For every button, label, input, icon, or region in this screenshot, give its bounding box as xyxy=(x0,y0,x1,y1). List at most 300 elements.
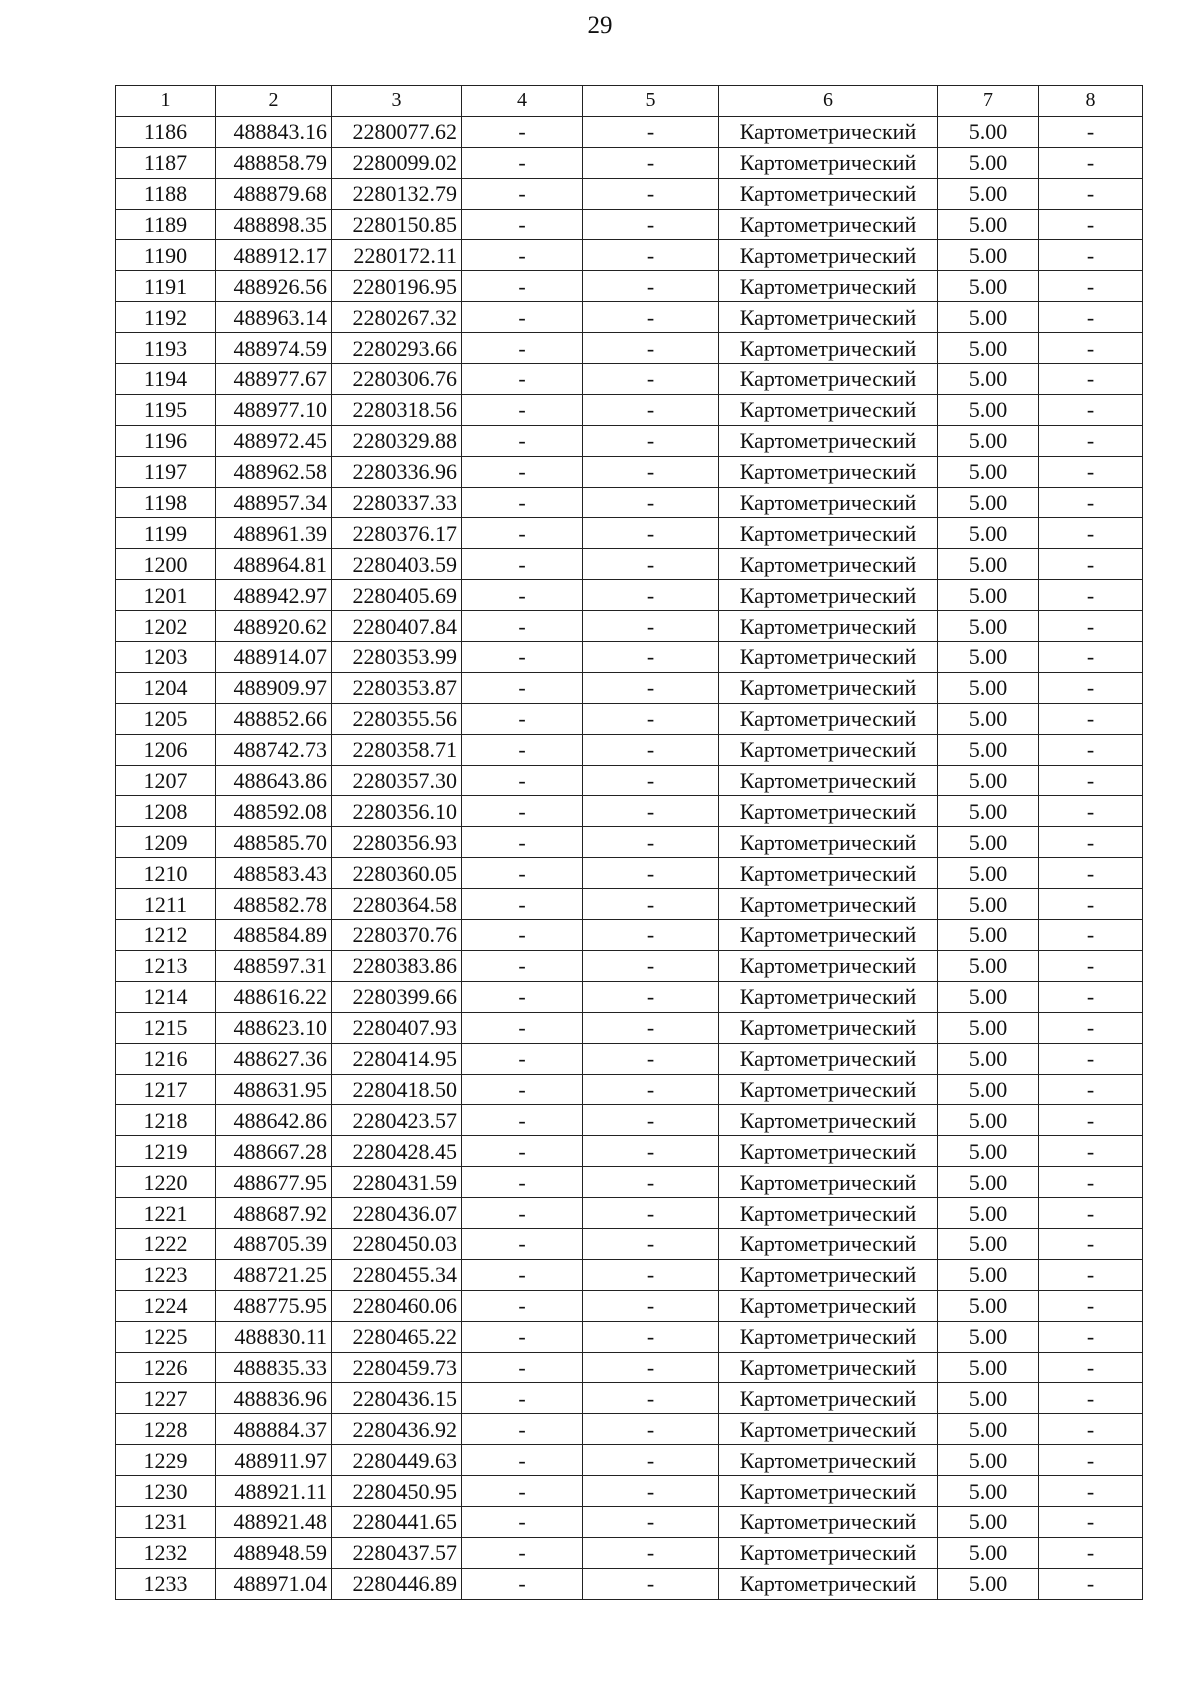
col-5-value-cell: - xyxy=(583,1568,719,1599)
method-cell: Картометрический xyxy=(719,518,938,549)
method-cell: Картометрический xyxy=(719,611,938,642)
method-cell: Картометрический xyxy=(719,858,938,889)
y-coordinate-cell: 2280077.62 xyxy=(332,116,462,147)
x-coordinate-cell: 488971.04 xyxy=(216,1568,332,1599)
col-4-value-cell: - xyxy=(462,425,583,456)
y-coordinate-cell: 2280459.73 xyxy=(332,1352,462,1383)
table-row xyxy=(116,950,1143,981)
col-8-value-cell: - xyxy=(1039,1445,1143,1476)
col-5-value-cell: - xyxy=(583,1198,719,1229)
col-5-value-cell: - xyxy=(583,889,719,920)
point-number-cell: 1207 xyxy=(116,765,216,796)
table-row xyxy=(116,364,1143,395)
x-coordinate-cell: 488977.10 xyxy=(216,394,332,425)
point-number-cell: 1219 xyxy=(116,1136,216,1167)
x-coordinate-cell: 488627.36 xyxy=(216,1043,332,1074)
point-number-cell: 1187 xyxy=(116,147,216,178)
col-4-value-cell: - xyxy=(462,1537,583,1568)
col-8-value-cell: - xyxy=(1039,1352,1143,1383)
x-coordinate-cell: 488835.33 xyxy=(216,1352,332,1383)
accuracy-cell: 5.00 xyxy=(938,1568,1039,1599)
col-4-value-cell: - xyxy=(462,1012,583,1043)
method-cell: Картометрический xyxy=(719,364,938,395)
accuracy-cell: 5.00 xyxy=(938,858,1039,889)
y-coordinate-cell: 2280403.59 xyxy=(332,549,462,580)
col-5-value-cell: - xyxy=(583,425,719,456)
col-5-value-cell: - xyxy=(583,487,719,518)
col-4-value-cell: - xyxy=(462,672,583,703)
x-coordinate-cell: 488642.86 xyxy=(216,1105,332,1136)
col-8-value-cell: - xyxy=(1039,518,1143,549)
col-5-value-cell: - xyxy=(583,1228,719,1259)
col-4-value-cell: - xyxy=(462,302,583,333)
x-coordinate-cell: 488977.67 xyxy=(216,364,332,395)
accuracy-cell: 5.00 xyxy=(938,1228,1039,1259)
accuracy-cell: 5.00 xyxy=(938,580,1039,611)
col-8-value-cell: - xyxy=(1039,394,1143,425)
method-cell: Картометрический xyxy=(719,1537,938,1568)
y-coordinate-cell: 2280449.63 xyxy=(332,1445,462,1476)
method-cell: Картометрический xyxy=(719,1321,938,1352)
x-coordinate-cell: 488879.68 xyxy=(216,178,332,209)
x-coordinate-cell: 488775.95 xyxy=(216,1290,332,1321)
point-number-cell: 1203 xyxy=(116,642,216,673)
y-coordinate-cell: 2280150.85 xyxy=(332,209,462,240)
x-coordinate-cell: 488592.08 xyxy=(216,796,332,827)
method-cell: Картометрический xyxy=(719,950,938,981)
y-coordinate-cell: 2280267.32 xyxy=(332,302,462,333)
x-coordinate-cell: 488643.86 xyxy=(216,765,332,796)
accuracy-cell: 5.00 xyxy=(938,1476,1039,1507)
table-row xyxy=(116,1445,1143,1476)
table-row xyxy=(116,302,1143,333)
accuracy-cell: 5.00 xyxy=(938,1043,1039,1074)
y-coordinate-cell: 2280353.87 xyxy=(332,672,462,703)
col-5-value-cell: - xyxy=(583,765,719,796)
col-5-value-cell: - xyxy=(583,333,719,364)
point-number-cell: 1190 xyxy=(116,240,216,271)
method-cell: Картометрический xyxy=(719,456,938,487)
accuracy-cell: 5.00 xyxy=(938,1352,1039,1383)
y-coordinate-cell: 2280337.33 xyxy=(332,487,462,518)
accuracy-cell: 5.00 xyxy=(938,1259,1039,1290)
method-cell: Картометрический xyxy=(719,1290,938,1321)
col-4-value-cell: - xyxy=(462,796,583,827)
y-coordinate-cell: 2280356.10 xyxy=(332,796,462,827)
x-coordinate-cell: 488687.92 xyxy=(216,1198,332,1229)
accuracy-cell: 5.00 xyxy=(938,518,1039,549)
point-number-cell: 1200 xyxy=(116,549,216,580)
col-5-value-cell: - xyxy=(583,1506,719,1537)
accuracy-cell: 5.00 xyxy=(938,827,1039,858)
col-4-value-cell: - xyxy=(462,1228,583,1259)
col-5-value-cell: - xyxy=(583,1105,719,1136)
col-4-value-cell: - xyxy=(462,981,583,1012)
accuracy-cell: 5.00 xyxy=(938,703,1039,734)
col-4-value-cell: - xyxy=(462,1290,583,1321)
y-coordinate-cell: 2280405.69 xyxy=(332,580,462,611)
point-number-cell: 1212 xyxy=(116,920,216,951)
point-number-cell: 1210 xyxy=(116,858,216,889)
col-4-value-cell: - xyxy=(462,1352,583,1383)
col-5-value-cell: - xyxy=(583,209,719,240)
x-coordinate-cell: 488852.66 xyxy=(216,703,332,734)
x-coordinate-cell: 488582.78 xyxy=(216,889,332,920)
table-row xyxy=(116,920,1143,951)
col-8-value-cell: - xyxy=(1039,302,1143,333)
col-4-value-cell: - xyxy=(462,364,583,395)
point-number-cell: 1202 xyxy=(116,611,216,642)
col-8-value-cell: - xyxy=(1039,796,1143,827)
x-coordinate-cell: 488843.16 xyxy=(216,116,332,147)
accuracy-cell: 5.00 xyxy=(938,1414,1039,1445)
method-cell: Картометрический xyxy=(719,889,938,920)
col-5-value-cell: - xyxy=(583,1445,719,1476)
point-number-cell: 1196 xyxy=(116,425,216,456)
method-cell: Картометрический xyxy=(719,178,938,209)
point-number-cell: 1214 xyxy=(116,981,216,1012)
col-8-value-cell: - xyxy=(1039,703,1143,734)
point-number-cell: 1217 xyxy=(116,1074,216,1105)
col-5-value-cell: - xyxy=(583,1414,719,1445)
point-number-cell: 1215 xyxy=(116,1012,216,1043)
y-coordinate-cell: 2280407.84 xyxy=(332,611,462,642)
method-cell: Картометрический xyxy=(719,394,938,425)
y-coordinate-cell: 2280446.89 xyxy=(332,1568,462,1599)
table-row xyxy=(116,1568,1143,1599)
col-8-value-cell: - xyxy=(1039,456,1143,487)
accuracy-cell: 5.00 xyxy=(938,1537,1039,1568)
col-4-value-cell: - xyxy=(462,703,583,734)
method-cell: Картометрический xyxy=(719,981,938,1012)
y-coordinate-cell: 2280196.95 xyxy=(332,271,462,302)
accuracy-cell: 5.00 xyxy=(938,456,1039,487)
table-row xyxy=(116,1290,1143,1321)
table-row xyxy=(116,580,1143,611)
x-coordinate-cell: 488898.35 xyxy=(216,209,332,240)
col-8-value-cell: - xyxy=(1039,827,1143,858)
method-cell: Картометрический xyxy=(719,147,938,178)
column-header: 5 xyxy=(583,86,719,117)
table-row xyxy=(116,672,1143,703)
y-coordinate-cell: 2280353.99 xyxy=(332,642,462,673)
table-row xyxy=(116,981,1143,1012)
x-coordinate-cell: 488962.58 xyxy=(216,456,332,487)
accuracy-cell: 5.00 xyxy=(938,1445,1039,1476)
col-4-value-cell: - xyxy=(462,1383,583,1414)
x-coordinate-cell: 488926.56 xyxy=(216,271,332,302)
y-coordinate-cell: 2280358.71 xyxy=(332,734,462,765)
col-5-value-cell: - xyxy=(583,1259,719,1290)
method-cell: Картометрический xyxy=(719,1198,938,1229)
method-cell: Картометрический xyxy=(719,1476,938,1507)
accuracy-cell: 5.00 xyxy=(938,425,1039,456)
accuracy-cell: 5.00 xyxy=(938,1290,1039,1321)
table-row xyxy=(116,611,1143,642)
col-5-value-cell: - xyxy=(583,1352,719,1383)
table-row xyxy=(116,1198,1143,1229)
accuracy-cell: 5.00 xyxy=(938,765,1039,796)
x-coordinate-cell: 488972.45 xyxy=(216,425,332,456)
accuracy-cell: 5.00 xyxy=(938,364,1039,395)
accuracy-cell: 5.00 xyxy=(938,302,1039,333)
col-4-value-cell: - xyxy=(462,271,583,302)
col-8-value-cell: - xyxy=(1039,1167,1143,1198)
accuracy-cell: 5.00 xyxy=(938,549,1039,580)
col-5-value-cell: - xyxy=(583,394,719,425)
accuracy-cell: 5.00 xyxy=(938,1383,1039,1414)
x-coordinate-cell: 488721.25 xyxy=(216,1259,332,1290)
col-5-value-cell: - xyxy=(583,580,719,611)
accuracy-cell: 5.00 xyxy=(938,1012,1039,1043)
table-row xyxy=(116,1537,1143,1568)
point-number-cell: 1225 xyxy=(116,1321,216,1352)
y-coordinate-cell: 2280450.03 xyxy=(332,1228,462,1259)
point-number-cell: 1186 xyxy=(116,116,216,147)
col-8-value-cell: - xyxy=(1039,611,1143,642)
point-number-cell: 1216 xyxy=(116,1043,216,1074)
x-coordinate-cell: 488623.10 xyxy=(216,1012,332,1043)
point-number-cell: 1201 xyxy=(116,580,216,611)
col-5-value-cell: - xyxy=(583,178,719,209)
x-coordinate-cell: 488583.43 xyxy=(216,858,332,889)
y-coordinate-cell: 2280306.76 xyxy=(332,364,462,395)
method-cell: Картометрический xyxy=(719,827,938,858)
y-coordinate-cell: 2280450.95 xyxy=(332,1476,462,1507)
accuracy-cell: 5.00 xyxy=(938,487,1039,518)
x-coordinate-cell: 488942.97 xyxy=(216,580,332,611)
x-coordinate-cell: 488911.97 xyxy=(216,1445,332,1476)
table-row xyxy=(116,1383,1143,1414)
col-4-value-cell: - xyxy=(462,549,583,580)
accuracy-cell: 5.00 xyxy=(938,1198,1039,1229)
col-4-value-cell: - xyxy=(462,858,583,889)
col-4-value-cell: - xyxy=(462,333,583,364)
point-number-cell: 1220 xyxy=(116,1167,216,1198)
accuracy-cell: 5.00 xyxy=(938,147,1039,178)
col-8-value-cell: - xyxy=(1039,147,1143,178)
col-8-value-cell: - xyxy=(1039,642,1143,673)
table-row xyxy=(116,333,1143,364)
col-4-value-cell: - xyxy=(462,734,583,765)
col-8-value-cell: - xyxy=(1039,1321,1143,1352)
point-number-cell: 1192 xyxy=(116,302,216,333)
x-coordinate-cell: 488858.79 xyxy=(216,147,332,178)
point-number-cell: 1232 xyxy=(116,1537,216,1568)
point-number-cell: 1224 xyxy=(116,1290,216,1321)
y-coordinate-cell: 2280357.30 xyxy=(332,765,462,796)
table-row xyxy=(116,765,1143,796)
point-number-cell: 1229 xyxy=(116,1445,216,1476)
col-8-value-cell: - xyxy=(1039,981,1143,1012)
method-cell: Картометрический xyxy=(719,425,938,456)
method-cell: Картометрический xyxy=(719,1568,938,1599)
col-8-value-cell: - xyxy=(1039,487,1143,518)
method-cell: Картометрический xyxy=(719,116,938,147)
point-number-cell: 1198 xyxy=(116,487,216,518)
method-cell: Картометрический xyxy=(719,487,938,518)
method-cell: Картометрический xyxy=(719,703,938,734)
x-coordinate-cell: 488597.31 xyxy=(216,950,332,981)
method-cell: Картометрический xyxy=(719,549,938,580)
col-8-value-cell: - xyxy=(1039,580,1143,611)
y-coordinate-cell: 2280455.34 xyxy=(332,1259,462,1290)
col-8-value-cell: - xyxy=(1039,209,1143,240)
accuracy-cell: 5.00 xyxy=(938,734,1039,765)
y-coordinate-cell: 2280376.17 xyxy=(332,518,462,549)
method-cell: Картометрический xyxy=(719,240,938,271)
table-row xyxy=(116,1105,1143,1136)
col-8-value-cell: - xyxy=(1039,364,1143,395)
col-5-value-cell: - xyxy=(583,703,719,734)
y-coordinate-cell: 2280407.93 xyxy=(332,1012,462,1043)
col-4-value-cell: - xyxy=(462,178,583,209)
method-cell: Картометрический xyxy=(719,1259,938,1290)
y-coordinate-cell: 2280423.57 xyxy=(332,1105,462,1136)
x-coordinate-cell: 488830.11 xyxy=(216,1321,332,1352)
y-coordinate-cell: 2280399.66 xyxy=(332,981,462,1012)
col-8-value-cell: - xyxy=(1039,1043,1143,1074)
x-coordinate-cell: 488974.59 xyxy=(216,333,332,364)
x-coordinate-cell: 488705.39 xyxy=(216,1228,332,1259)
y-coordinate-cell: 2280418.50 xyxy=(332,1074,462,1105)
y-coordinate-cell: 2280356.93 xyxy=(332,827,462,858)
accuracy-cell: 5.00 xyxy=(938,981,1039,1012)
col-4-value-cell: - xyxy=(462,1259,583,1290)
y-coordinate-cell: 2280428.45 xyxy=(332,1136,462,1167)
method-cell: Картометрический xyxy=(719,734,938,765)
col-5-value-cell: - xyxy=(583,920,719,951)
table-row xyxy=(116,703,1143,734)
accuracy-cell: 5.00 xyxy=(938,642,1039,673)
column-header: 4 xyxy=(462,86,583,117)
method-cell: Картометрический xyxy=(719,209,938,240)
col-5-value-cell: - xyxy=(583,116,719,147)
col-5-value-cell: - xyxy=(583,271,719,302)
method-cell: Картометрический xyxy=(719,333,938,364)
col-8-value-cell: - xyxy=(1039,734,1143,765)
page-number: 29 xyxy=(587,12,613,39)
point-number-cell: 1231 xyxy=(116,1506,216,1537)
col-8-value-cell: - xyxy=(1039,1228,1143,1259)
table-row xyxy=(116,1043,1143,1074)
x-coordinate-cell: 488912.17 xyxy=(216,240,332,271)
table-row xyxy=(116,518,1143,549)
point-number-cell: 1211 xyxy=(116,889,216,920)
point-number-cell: 1230 xyxy=(116,1476,216,1507)
accuracy-cell: 5.00 xyxy=(938,672,1039,703)
table-row xyxy=(116,209,1143,240)
column-header: 2 xyxy=(216,86,332,117)
col-5-value-cell: - xyxy=(583,1476,719,1507)
col-5-value-cell: - xyxy=(583,147,719,178)
point-number-cell: 1221 xyxy=(116,1198,216,1229)
method-cell: Картометрический xyxy=(719,1136,938,1167)
accuracy-cell: 5.00 xyxy=(938,1136,1039,1167)
accuracy-cell: 5.00 xyxy=(938,1506,1039,1537)
col-4-value-cell: - xyxy=(462,827,583,858)
x-coordinate-cell: 488921.48 xyxy=(216,1506,332,1537)
col-4-value-cell: - xyxy=(462,240,583,271)
table-row xyxy=(116,1321,1143,1352)
col-4-value-cell: - xyxy=(462,116,583,147)
y-coordinate-cell: 2280436.15 xyxy=(332,1383,462,1414)
method-cell: Картометрический xyxy=(719,1074,938,1105)
x-coordinate-cell: 488884.37 xyxy=(216,1414,332,1445)
x-coordinate-cell: 488616.22 xyxy=(216,981,332,1012)
col-5-value-cell: - xyxy=(583,1383,719,1414)
x-coordinate-cell: 488921.11 xyxy=(216,1476,332,1507)
col-8-value-cell: - xyxy=(1039,116,1143,147)
method-cell: Картометрический xyxy=(719,1383,938,1414)
point-number-cell: 1209 xyxy=(116,827,216,858)
y-coordinate-cell: 2280132.79 xyxy=(332,178,462,209)
col-8-value-cell: - xyxy=(1039,333,1143,364)
col-4-value-cell: - xyxy=(462,1506,583,1537)
accuracy-cell: 5.00 xyxy=(938,209,1039,240)
table-row xyxy=(116,178,1143,209)
method-cell: Картометрический xyxy=(719,920,938,951)
table-row xyxy=(116,642,1143,673)
col-4-value-cell: - xyxy=(462,1167,583,1198)
col-8-value-cell: - xyxy=(1039,1476,1143,1507)
col-4-value-cell: - xyxy=(462,1414,583,1445)
point-number-cell: 1197 xyxy=(116,456,216,487)
col-4-value-cell: - xyxy=(462,920,583,951)
column-header: 8 xyxy=(1039,86,1143,117)
x-coordinate-cell: 488920.62 xyxy=(216,611,332,642)
col-4-value-cell: - xyxy=(462,1105,583,1136)
accuracy-cell: 5.00 xyxy=(938,394,1039,425)
table-row xyxy=(116,889,1143,920)
col-8-value-cell: - xyxy=(1039,889,1143,920)
col-5-value-cell: - xyxy=(583,734,719,765)
col-4-value-cell: - xyxy=(462,642,583,673)
table-row xyxy=(116,271,1143,302)
col-4-value-cell: - xyxy=(462,147,583,178)
y-coordinate-cell: 2280355.56 xyxy=(332,703,462,734)
method-cell: Картометрический xyxy=(719,1105,938,1136)
col-5-value-cell: - xyxy=(583,1537,719,1568)
col-4-value-cell: - xyxy=(462,1074,583,1105)
col-8-value-cell: - xyxy=(1039,1105,1143,1136)
point-number-cell: 1228 xyxy=(116,1414,216,1445)
y-coordinate-cell: 2280318.56 xyxy=(332,394,462,425)
x-coordinate-cell: 488836.96 xyxy=(216,1383,332,1414)
table-row xyxy=(116,487,1143,518)
y-coordinate-cell: 2280370.76 xyxy=(332,920,462,951)
x-coordinate-cell: 488914.07 xyxy=(216,642,332,673)
method-cell: Картометрический xyxy=(719,1506,938,1537)
col-5-value-cell: - xyxy=(583,1074,719,1105)
accuracy-cell: 5.00 xyxy=(938,1321,1039,1352)
y-coordinate-cell: 2280360.05 xyxy=(332,858,462,889)
point-number-cell: 1213 xyxy=(116,950,216,981)
column-header: 6 xyxy=(719,86,938,117)
y-coordinate-cell: 2280383.86 xyxy=(332,950,462,981)
column-header: 3 xyxy=(332,86,462,117)
col-5-value-cell: - xyxy=(583,1167,719,1198)
method-cell: Картометрический xyxy=(719,1012,938,1043)
method-cell: Картометрический xyxy=(719,1352,938,1383)
col-8-value-cell: - xyxy=(1039,950,1143,981)
col-4-value-cell: - xyxy=(462,1445,583,1476)
table-row xyxy=(116,147,1143,178)
y-coordinate-cell: 2280414.95 xyxy=(332,1043,462,1074)
col-5-value-cell: - xyxy=(583,981,719,1012)
method-cell: Картометрический xyxy=(719,642,938,673)
col-8-value-cell: - xyxy=(1039,1012,1143,1043)
